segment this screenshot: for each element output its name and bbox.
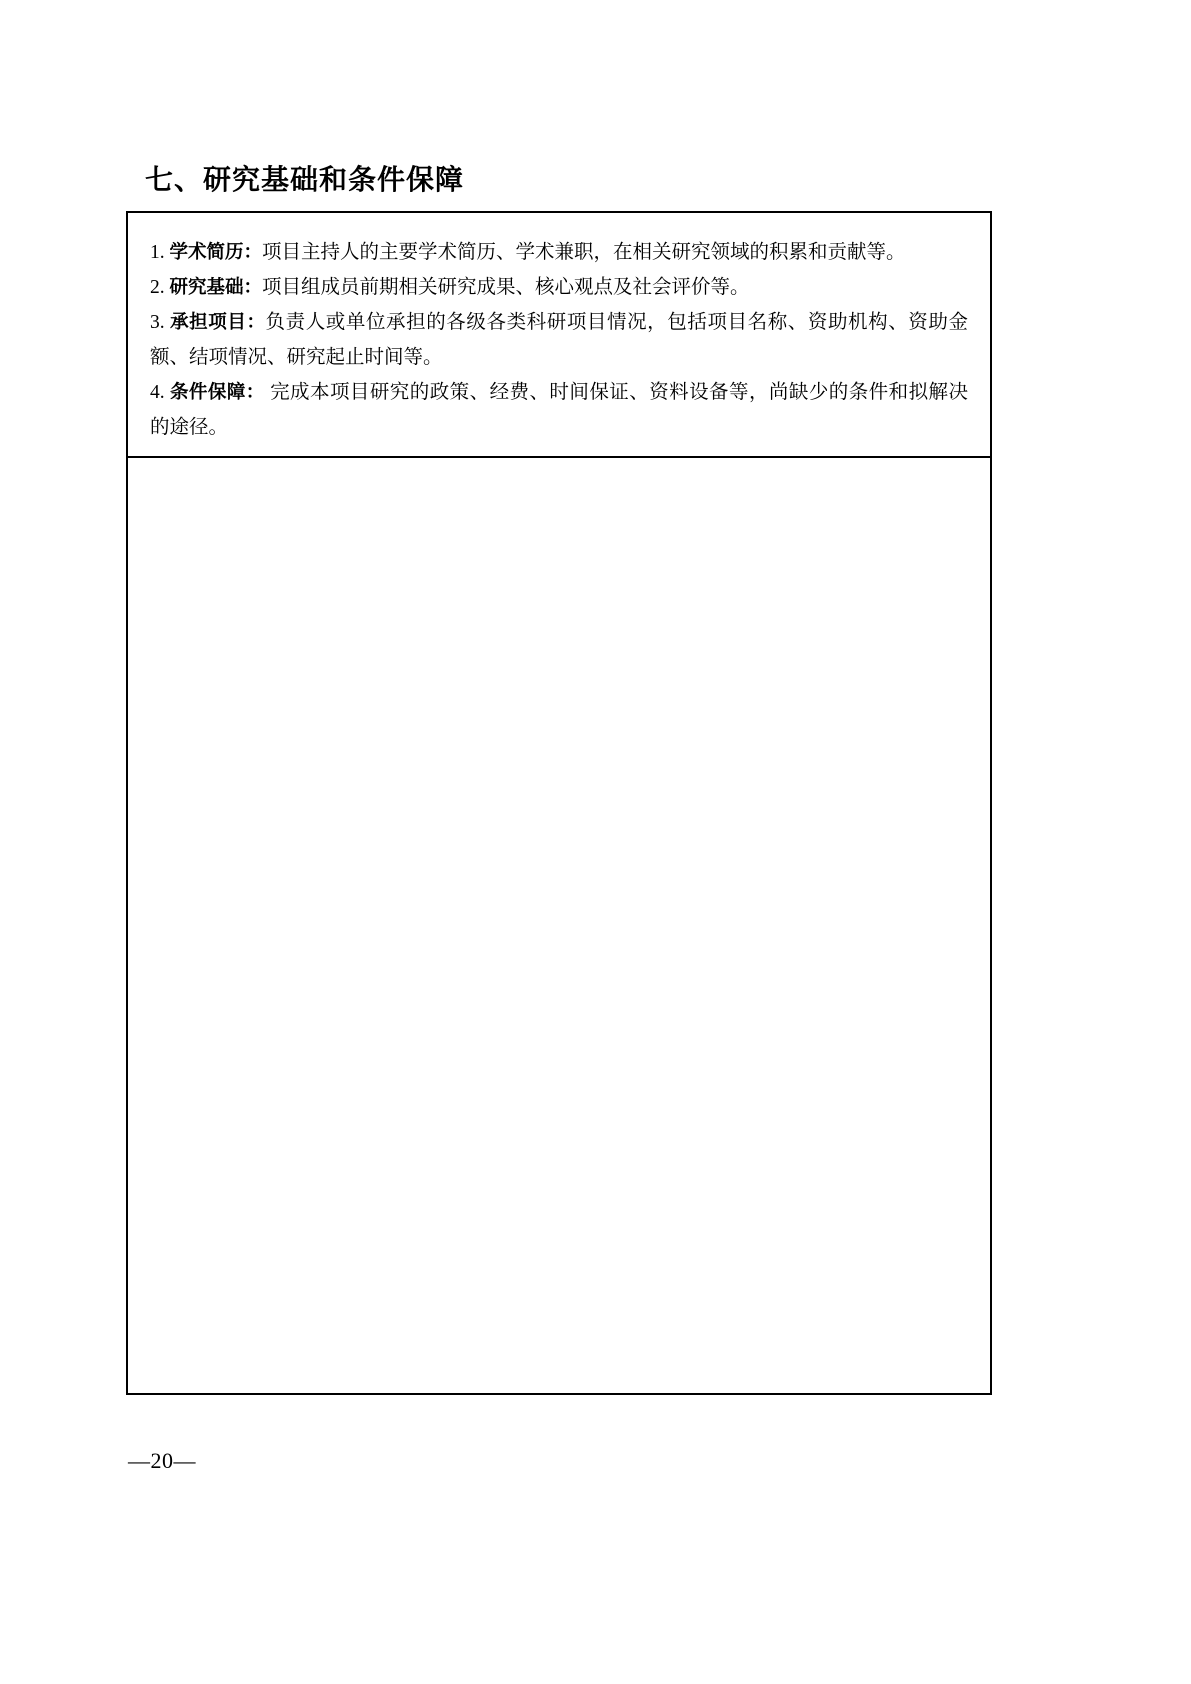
- page-title: 七、研究基础和条件保障: [145, 163, 465, 196]
- instruction-item: [150, 305, 968, 375]
- instruction-item: [150, 270, 968, 305]
- instruction-item: [150, 235, 968, 270]
- instruction-number: 2.: [150, 277, 165, 298]
- instruction-text: 项目组成员前期相关研究成果、核心观点及社会评价等。: [262, 277, 750, 298]
- instruction-label: 条件保障：: [169, 382, 265, 403]
- instructions-block: [128, 213, 990, 458]
- instruction-number: 3.: [150, 312, 165, 333]
- instruction-label: 研究基础：: [169, 277, 263, 298]
- form-box: [126, 211, 992, 1395]
- instruction-label: 学术简历：: [169, 242, 263, 263]
- page-number: —20—: [128, 1448, 196, 1473]
- instruction-label: 承担项目：: [170, 312, 266, 333]
- instruction-number: 4.: [150, 382, 165, 403]
- instruction-item: [150, 375, 968, 445]
- instruction-text: 完成本项目研究的政策、经费、时间保证、资料设备等，尚缺少的条件和拟解决的途径。: [150, 382, 968, 438]
- instruction-text: 负责人或单位承担的各级各类科研项目情况，包括项目名称、资助机构、资助金额、结项情况、研究起止时间等。: [150, 312, 968, 368]
- answer-input-area[interactable]: [128, 458, 990, 1393]
- instruction-text: 项目主持人的主要学术简历、学术兼职，在相关研究领域的积累和贡献等。: [262, 242, 906, 263]
- instruction-number: 1.: [150, 242, 165, 263]
